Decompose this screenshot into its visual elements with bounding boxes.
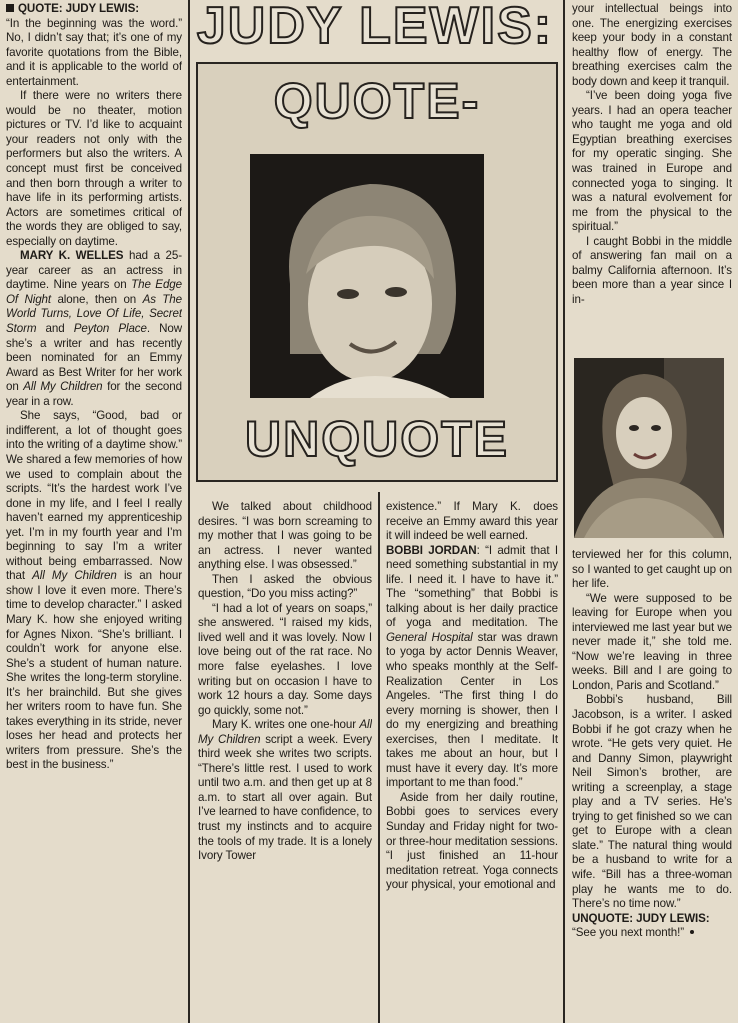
column-heading: QUOTE: JUDY LEWIS:: [6, 2, 182, 17]
paragraph: Aside from her daily routine, Bobbi goes to services every Sunday and Friday night for two- or three-hour meditation sessions. “I just finished an 11-hour meditation retreat. Yoga connects your physical, your emotional and: [386, 790, 558, 892]
paragraph: BOBBI JORDAN: “I admit that I need something substantial in my life. I need it. I have to have it.” The “something” that Bobbi is talking about is her daily practice of yoga and meditation. The General Hospital star was drawn to yoga by actor Dennis Weaver, who speaks monthly at the Self-Realization Center in Los Angeles. “The first thing I do every morning is shower, then I do my energizing and breathing exercises, then I meditate. It takes me about an hour, but I must have it every day. It’s more important to me than food.”: [386, 543, 558, 790]
paragraph: I caught Bobbi in the middle of answering fan mail on a balmy California afternoon. It’s been more than a year since I in-: [572, 234, 732, 306]
side-photo: [574, 358, 724, 538]
headline-judy-lewis: JUDY LEWIS:: [196, 0, 554, 55]
sign-off: UNQUOTE: JUDY LEWIS: “See you next month!”: [572, 911, 710, 940]
column-4-bottom: [572, 548, 732, 1021]
column-2: [198, 500, 372, 1021]
headline-unquote: UNQUOTE: [245, 411, 509, 467]
photo-frame: [196, 62, 558, 482]
paragraph: She says, “Good, bad or indifferent, a lot of thought goes into the writing of a daytime show.” We shared a few memories of how we used to complain about the scripts. “It’s the hardest work I’ve done in my life, and I feel I really haven’t earned my apprenticeship yet. I’m in my fourth year and I’m beginning to say I’m a writer without being embarrassed. Now that All My Children is an hour show I love it even more. There’s time to develop character.” I asked Mary K. how she enjoyed writing for Agnes Nixon. “She’s brilliant. I couldn’t work for anyone else. She’s a student of human nature. She writes the long-term storyline. It’s her brainchild. But she gives her writers room to have fun. She takes everything in its stride, never loses her head and protects her writers from pressure. She’s the best in the business.”: [6, 409, 182, 772]
paragraph: MARY K. WELLES had a 25-year career as an actress in daytime. Nine years on The Edge Of Night alone, then on As The World Turns, Love Of Life, Secret Storm and Peyton Place. Now she’s a writer and has recently been nominated for an Emmy Award as Best Writer for her work on All My Children for the second year in a row.: [6, 249, 182, 408]
paragraph: Then I asked the obvious question, “Do you miss acting?”: [198, 572, 372, 601]
column-rule-1: [188, 0, 190, 1023]
column-1: [6, 2, 182, 1021]
column-3: [386, 500, 558, 1021]
paragraph: your intellectual beings into one. The energizing exercises keep your body in a constant healthy flow of energy. The breathing exercises calm the body down and keep it tranquil.: [572, 2, 732, 88]
paragraph: “We were supposed to be leaving for Europe when you interviewed me last year but we never made it,” she told me. “Now we’re leaving in three weeks. Bill and I are going to London, Paris and Scotland.”: [572, 591, 732, 692]
portrait-illustration: [250, 154, 484, 398]
paragraph: “I had a lot of years on soaps,” she answered. “I raised my kids, lived well and it was lovely. Now I love being out of the rat race. No more false eyelashes. I love writing but on occasion I have to work 12 hours a day. Some days go quickly, some not.”: [198, 601, 372, 717]
paragraph: “I’ve been doing yoga five years. I had an opera teacher who taught me yoga and old Egyptian breathing exercises for my operatic singing. She was trained in Europe and connected yoga to singing. It was a natural evolvement for me from the physical to the spiritual.”: [572, 89, 732, 234]
portrait-photo: [250, 154, 484, 398]
column-rule-3: [563, 0, 565, 1023]
paragraph: Mary K. writes one one-hour All My Children script a week. Every third week she writes two scripts. “There’s little rest. I used to work until two a.m. and then get up at 8 a.m. to start all over again. But I’ve learned to have confidence, to trust my instincts and to acquire the tools of my trade. It is a lonely Ivory Tower: [198, 718, 372, 863]
end-dot-icon: [690, 930, 694, 934]
paragraph: We talked about childhood desires. “I was born screaming to my mother that I was going to be an actress. I never wanted anything else. I was obsessed.”: [198, 500, 372, 572]
paragraph: “In the beginning was the word.” No, I didn’t say that; it’s one of my favorite quotations from the Bible, and it is applicable to the world of entertainment.: [6, 16, 182, 88]
paragraph: If there were no writers there would be no theater, motion pictures or TV. I’d like to acquaint your readers not only with the performers but also the writers. A concept must first be conceived and then born through a writer to have life in its performing artists. Actors are sometimes critical of the words they are obliged to say, especially on daytime.: [6, 89, 182, 248]
paragraph: terviewed her for this column, so I wanted to get caught up on her life.: [572, 548, 732, 591]
paragraph: existence.” If Mary K. does receive an Emmy award this year it will indeed be well earned.: [386, 500, 558, 543]
side-portrait-illustration: [574, 358, 724, 538]
square-bullet-icon: [6, 4, 14, 12]
column-rule-2: [378, 492, 380, 1023]
headline-quote: QUOTE-: [273, 73, 481, 129]
column-4-top: [572, 2, 732, 354]
paragraph: Bobbi’s husband, Bill Jacobson, is a writer. I asked Bobbi if he got crazy when he wrote. “He gets very quiet. He and Danny Simon, playwright Neil Simon’s brother, are writing a screenplay, a stage play and a TV series. He’s trying to get finished so we can get to Europe with a clean slate.” The natural thing would be a husband to write for a wife. “Bill has a three-woman play he wants me to do. There’s no time now.”: [572, 693, 732, 911]
